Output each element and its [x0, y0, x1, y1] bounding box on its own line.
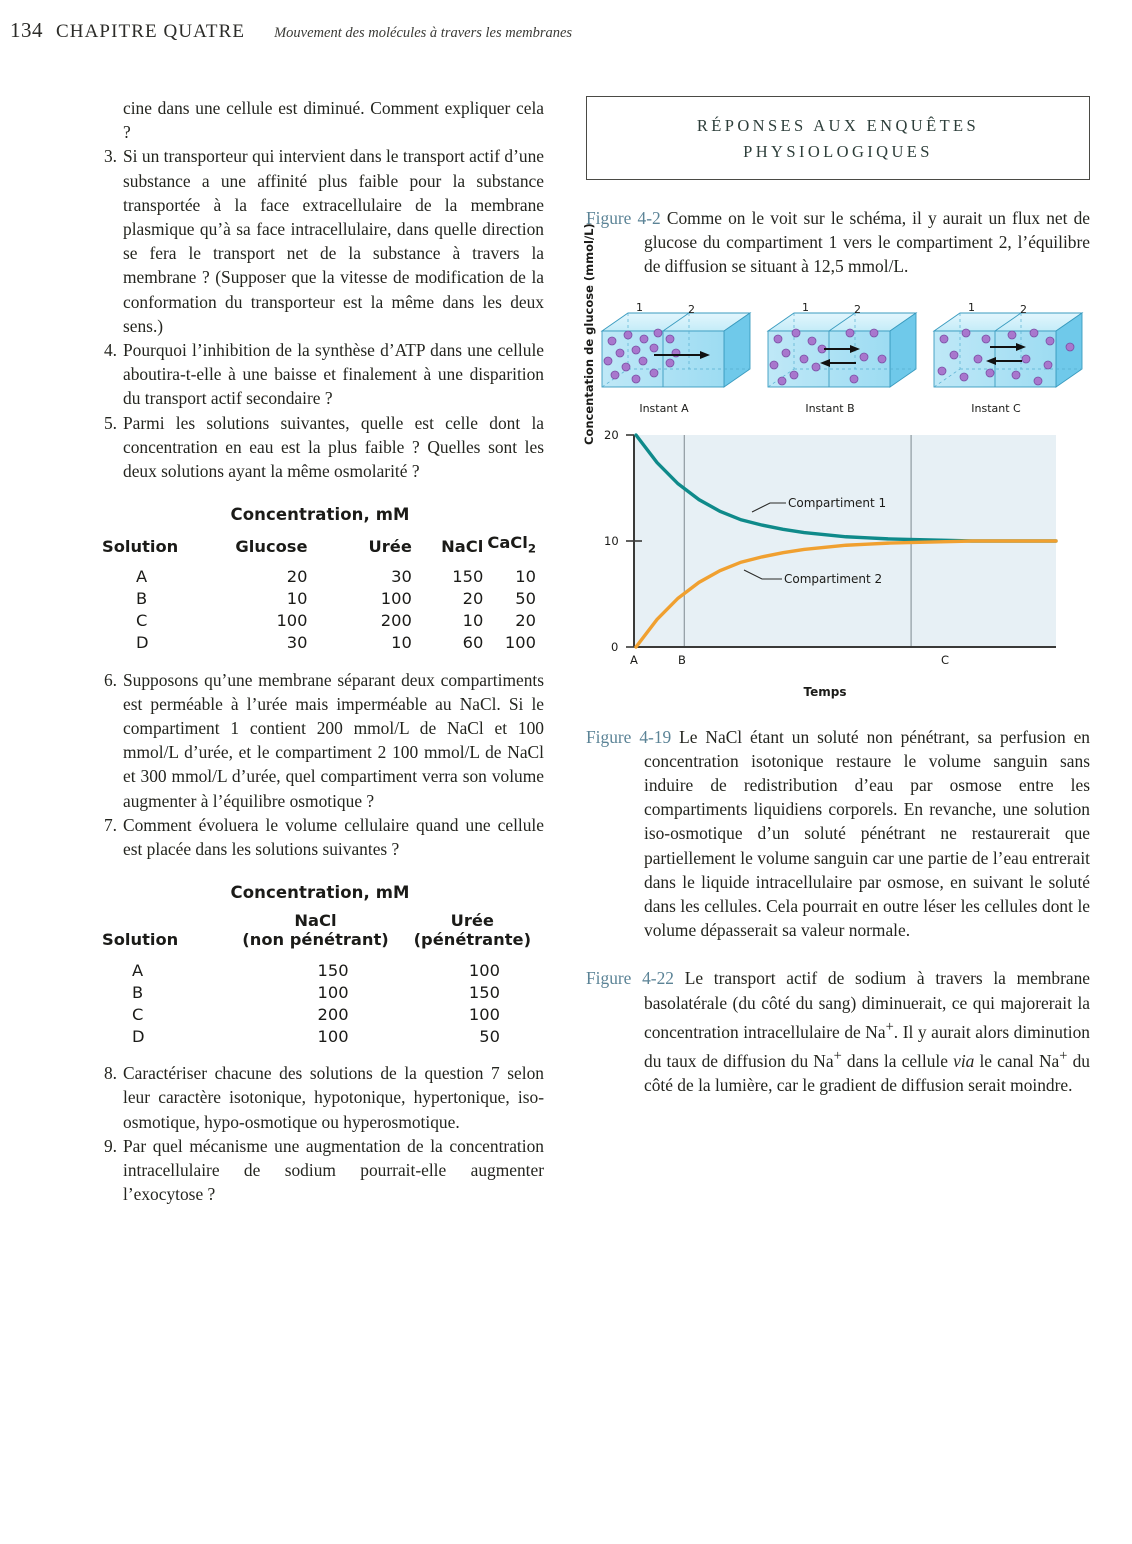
table-2-title: Concentration, mM	[230, 883, 410, 903]
concentration-table-1	[96, 505, 544, 653]
table-row	[96, 588, 544, 610]
chapter-title: CHAPITRE QUATRE	[56, 21, 246, 42]
cell-cacl2: 50	[515, 589, 536, 608]
figure-4-22-sup-2: +	[833, 1047, 842, 1064]
column-header-glucose: Glucose	[235, 536, 308, 556]
figure-4-22-text-2: . Il y aurait alors diminution du taux de diffusion du Na	[644, 1021, 1090, 1071]
continuation-paragraph: cine dans une cellule est diminué. Comment expliquer cela ?	[123, 98, 544, 143]
compartment-label-1: 1	[802, 300, 809, 314]
column-header-nacl-sub: (non pénétrant)	[242, 930, 389, 950]
cell-nacl: 150	[317, 960, 349, 980]
cell-glucose: 100	[276, 611, 308, 630]
question-text: Supposons qu’une membrane séparant deux compartiments est perméable à l’urée mais imperméable au NaCl. Si le compartiment 1 contient 200 mmol/L de NaCl et 100 mmol/L d’urée, et le compartiment 2 100 mmol/L de NaCl et 300 mmol/L d’urée, quel compartiment verra son volume augmenter à l’équilibre osmotique ?	[123, 669, 544, 811]
question-text: Pourquoi l’inhibition de la synthèse d’ATP dans une cellule aboutira-t-elle à une baisse et finalement à une disparition du transport actif secondaire ?	[123, 340, 544, 409]
figure-4-22-sup-3: +	[1059, 1047, 1068, 1064]
table-row	[96, 959, 544, 981]
cell-uree: 100	[468, 1004, 500, 1024]
cell-nacl: 100	[317, 982, 349, 1002]
column-header-cacl2: CaCl$_2$	[487, 533, 536, 556]
question-number: 5.	[103, 412, 117, 433]
question-list-part2	[96, 668, 544, 862]
compartment-box-c	[930, 300, 1090, 403]
compartment-label-1: 1	[968, 300, 975, 314]
instant-b	[764, 300, 924, 415]
question-item	[96, 144, 544, 338]
running-head	[10, 18, 1120, 43]
chart-ytick-label-20: 20	[604, 427, 619, 442]
figure-4-22-text-4: le canal Na	[974, 1050, 1060, 1071]
cell-nacl: 60	[462, 633, 484, 652]
figure-4-19-label: Figure 4-19	[586, 726, 672, 747]
column-header-uree: Urée	[368, 536, 412, 556]
column-header-uree	[401, 911, 544, 959]
cell-cacl2: 10	[515, 567, 536, 586]
column-header-solution-label: Solution	[102, 930, 179, 950]
figure-4-2-label: Figure 4-2	[586, 208, 661, 228]
table-1-body	[96, 566, 544, 654]
cell-solution: A	[136, 567, 148, 586]
question-item	[96, 668, 544, 813]
compartment-label-2: 2	[1020, 302, 1027, 316]
figure-4-22-text-1: Le transport actif de sodium à travers la membrane basolatérale (du côté du sang) diminuerait, ce qui majorerait la concentration intracellulaire de Na	[644, 968, 1090, 1042]
figure-4-19-paragraph	[586, 725, 1090, 943]
question-item	[96, 1134, 544, 1207]
chart-x-axis-label: Temps	[803, 684, 847, 699]
cell-glucose: 30	[286, 633, 308, 652]
chart-annotation-compartiment-1: Compartiment 1	[788, 495, 887, 510]
column-header-nacl: NaCl	[441, 536, 484, 556]
cell-solution: C	[136, 611, 148, 630]
cell-glucose: 20	[286, 567, 308, 586]
figure-4-22-sup-1: +	[885, 1018, 894, 1035]
cell-nacl: 20	[462, 589, 484, 608]
table-2-body	[96, 959, 544, 1047]
cell-nacl: 100	[317, 1026, 349, 1046]
cell-uree: 150	[468, 982, 500, 1002]
cell-nacl: 10	[462, 611, 484, 630]
right-column	[582, 96, 1090, 1121]
cell-cacl2: 100	[504, 633, 536, 652]
question-number: 8.	[103, 1063, 117, 1084]
table-row	[96, 566, 544, 588]
column-header-uree-sub: (pénétrante)	[413, 930, 532, 950]
cell-uree: 50	[479, 1026, 500, 1046]
table-row	[96, 1003, 544, 1025]
cell-solution: B	[136, 589, 148, 608]
compartment-label-2: 2	[854, 302, 861, 316]
table-1	[96, 533, 544, 653]
figure-4-22-text-5: du côté de la lumière, car le gradient de diffusion serait moindre.	[644, 1050, 1090, 1095]
compartment-label-2: 2	[688, 302, 695, 316]
question-text: Parmi les solutions suivantes, quelle est celle dont la concentration en eau est la plus faible ? Quelles sont les deux solutions ayant la même osmolarité ?	[123, 412, 544, 482]
cell-solution: A	[132, 960, 144, 980]
column-header-solution: Solution	[102, 536, 179, 556]
question-number: 7.	[103, 814, 117, 835]
question-number: 4.	[103, 340, 117, 361]
instant-a-caption: Instant A	[639, 401, 689, 415]
column-header-uree-label: Urée	[450, 911, 494, 931]
column-header-solution	[96, 911, 230, 959]
cell-solution: D	[136, 633, 149, 652]
cell-solution: D	[132, 1026, 145, 1046]
cell-solution: B	[132, 982, 144, 1002]
question-text: Comment évoluera le volume cellulaire quand une cellule est placée dans les solutions suivantes ?	[123, 814, 544, 859]
figure-4-19-text: Le NaCl étant un soluté non pénétrant, sa perfusion en concentration isotonique restaure le volume sanguin sans induire de redistribution d’eau par osmose entre les compartiments liquidiens corporels. En revanche, une solution iso-osmotique d’un soluté pénétrant ne restaurerait que partiellement le volume sanguin car une partie de l’eau entrerait dans le liquide intracellulaire par osmose, en suivant le soluté dans les cellules. Cela pourrait en outre léser les cellules dont le volume dépasserait sa valeur normale.	[644, 726, 1090, 941]
table-header-row	[96, 911, 544, 959]
question-text: Caractériser chacune des solutions de la question 7 selon leur caractère isotonique, hypotonique, hypertonique, iso-osmotique, hypo-osmotique ou hyperosmotique.	[123, 1063, 544, 1132]
compartment-box-b	[764, 300, 924, 403]
cell-nacl: 200	[317, 1004, 349, 1024]
concentration-table-2	[96, 883, 544, 1047]
instant-a	[598, 300, 758, 415]
chart-xtick-label-b: B	[678, 652, 686, 667]
table-row	[96, 981, 544, 1003]
table-2	[96, 911, 544, 1047]
figure-4-22-paragraph	[586, 966, 1090, 1097]
table-row	[96, 1025, 544, 1047]
answers-box-line-2: PHYSIOLOGIQUES	[743, 142, 933, 161]
cell-uree: 200	[380, 611, 412, 630]
cell-uree: 10	[391, 633, 412, 652]
instant-c-caption: Instant C	[971, 401, 1021, 415]
question-number: 6.	[103, 669, 117, 690]
table-row	[96, 632, 544, 654]
figure-4-22-italic: via	[953, 1050, 975, 1071]
cell-uree: 100	[380, 589, 412, 608]
answers-box	[586, 96, 1090, 180]
question-list-part1	[96, 144, 544, 483]
chart-xtick-label-c: C	[941, 652, 950, 667]
chart-xtick-label-a: A	[630, 652, 638, 667]
question-item	[96, 1061, 544, 1134]
compartment-box-a	[598, 300, 758, 403]
question-number: 9.	[103, 1135, 117, 1156]
figure-4-2-paragraph	[586, 206, 1090, 279]
instant-b-caption: Instant B	[805, 401, 855, 415]
figure-4-2-text: Comme on le voit sur le schéma, il y aurait un flux net de glucose du compartiment 1 vers le compartiment 2, l’équilibre de diffusion se situant à 12,5 mmol/L.	[644, 208, 1090, 277]
question-text: Par quel mécanisme une augmentation de la concentration intracellulaire de sodium pourrait-elle augmenter l’exocytose ?	[123, 1135, 544, 1205]
cell-glucose: 10	[286, 589, 308, 608]
cell-solution: C	[132, 1004, 144, 1024]
cell-uree: 30	[391, 567, 412, 586]
chart-canvas	[624, 427, 1064, 672]
question-item	[96, 338, 544, 411]
cell-nacl: 150	[452, 567, 484, 586]
question-list-part3	[96, 1061, 544, 1206]
left-column	[96, 96, 544, 1206]
question-number: 3.	[103, 146, 117, 167]
table-header-row	[96, 533, 544, 565]
page-number: 134	[10, 18, 43, 42]
question-item	[96, 411, 544, 484]
chart-annotation-compartiment-2: Compartiment 2	[784, 571, 883, 586]
chart-ytick-label-10: 10	[604, 533, 619, 548]
table-row	[96, 610, 544, 632]
chapter-subject: Mouvement des molécules à travers les membranes	[274, 25, 573, 41]
instant-c	[930, 300, 1090, 415]
question-item	[96, 813, 544, 861]
chart-y-axis-label: Concentation de glucose (mmol/L)	[582, 222, 596, 445]
chart-ytick-label-0: 0	[611, 639, 619, 654]
cell-cacl2: 20	[515, 611, 536, 630]
compartment-label-1: 1	[636, 300, 643, 314]
answers-box-line-1: RÉPONSES AUX ENQUÊTES	[696, 116, 980, 135]
cell-uree: 100	[468, 960, 500, 980]
column-header-nacl-label: NaCl	[294, 911, 337, 931]
figure-4-22-label: Figure 4-22	[586, 968, 674, 989]
question-text: Si un transporteur qui intervient dans le transport actif d’une substance a une affinité plus faible pour la substance transportée à la face extracellulaire de la membrane plasmique qu’à sa face intracellulaire, dans quelle direction se fera le transport net de la substance à travers la membrane ? (Supposer que la vitesse de modification de la conformation du transporteur est la même dans les deux sens.)	[123, 146, 544, 336]
figure-4-22-text-3: dans la cellule	[841, 1050, 954, 1071]
instants-figure	[586, 300, 1090, 425]
column-header-nacl	[230, 911, 400, 959]
table-1-title: Concentration, mM	[230, 505, 410, 525]
